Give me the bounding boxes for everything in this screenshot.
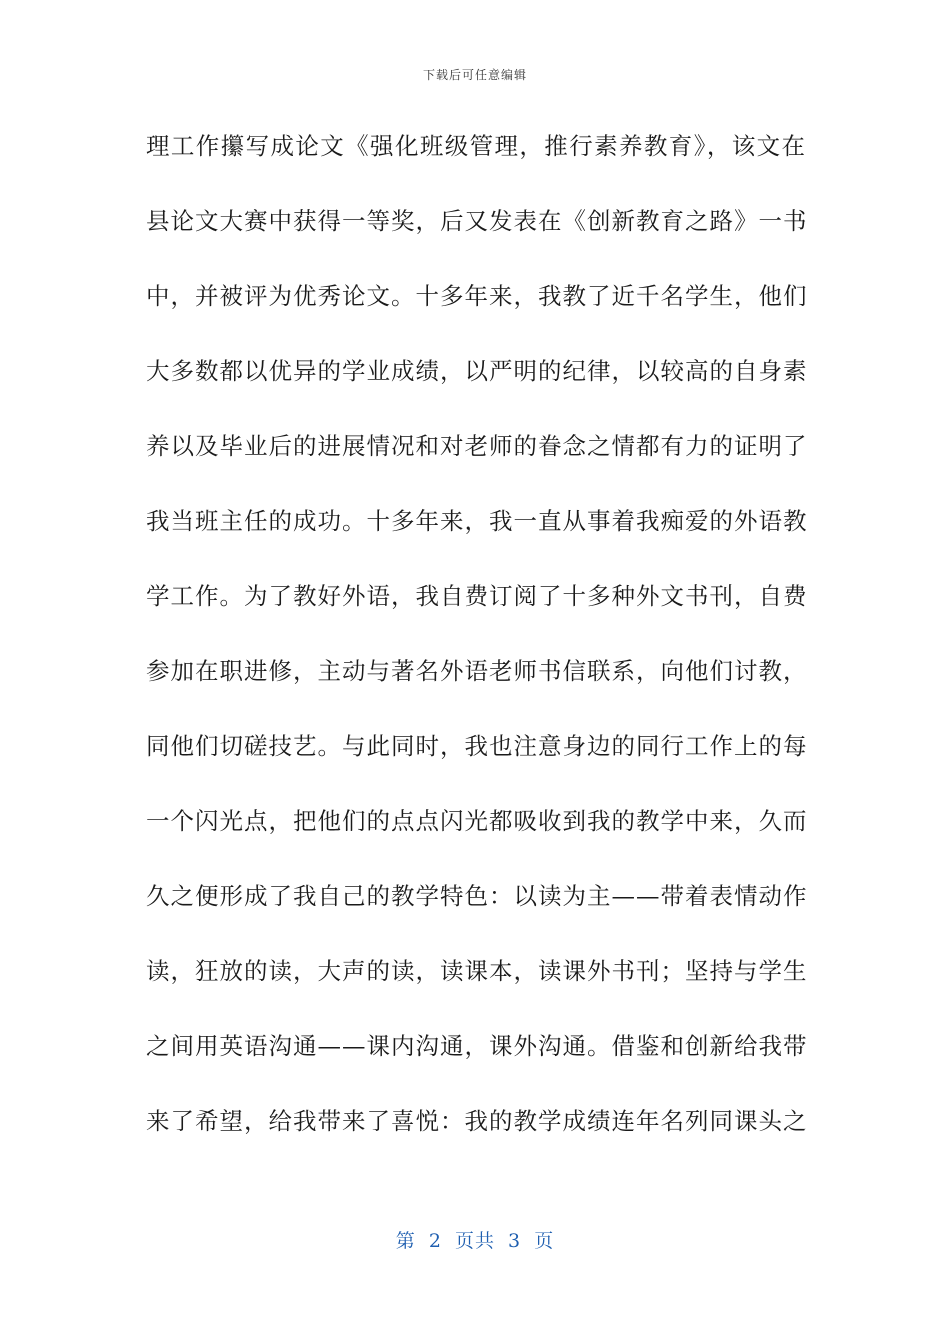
text-line: 久之便形成了我自己的教学特色：以读为主——带着表情动作: [146, 882, 808, 910]
text-line: 理工作攥写成论文《强化班级管理，推行素养教育》，该文在: [146, 132, 806, 160]
text-line: 大多数都以优异的学业成绩，以严明的纪律，以较高的自身素: [146, 357, 808, 385]
text-line: 读，狂放的读，大声的读，读课本，读课外书刊；坚持与学生: [146, 957, 808, 985]
total-pages-number: 3: [508, 1230, 522, 1252]
footer-middle: 页共: [454, 1230, 495, 1252]
footer-prefix: 第: [395, 1230, 416, 1252]
text-line: 之间用英语沟通——课内沟通，课外沟通。借鉴和创新给我带: [146, 1032, 808, 1060]
text-line: 参加在职进修，主动与著名外语老师书信联系，向他们讨教，: [146, 657, 808, 685]
text-line: 县论文大赛中获得一等奖，后又发表在《创新教育之路》一书: [146, 207, 808, 235]
current-page-number: 2: [428, 1230, 442, 1252]
text-line: 中，并被评为优秀论文。十多年来，我教了近千名学生，他们: [146, 282, 808, 310]
text-line: 来了希望，给我带来了喜悦：我的教学成绩连年名列同课头之: [146, 1107, 808, 1135]
text-line: 同他们切磋技艺。与此同时，我也注意身边的同行工作上的每: [146, 732, 808, 760]
text-line: 一个闪光点，把他们的点点闪光都吸收到我的教学中来，久而: [146, 807, 808, 835]
text-line: 学工作。为了教好外语，我自费订阅了十多种外文书刊，自费: [146, 582, 808, 610]
page-header: 下载后可任意编辑: [422, 68, 527, 82]
document-body: [146, 122, 806, 1172]
footer-suffix: 页: [534, 1230, 555, 1252]
text-line: 养以及毕业后的进展情况和对老师的眷念之情都有力的证明了: [146, 432, 808, 460]
page-footer: [0, 1226, 950, 1253]
text-line: 我当班主任的成功。十多年来，我一直从事着我痴爱的外语教: [146, 507, 808, 535]
